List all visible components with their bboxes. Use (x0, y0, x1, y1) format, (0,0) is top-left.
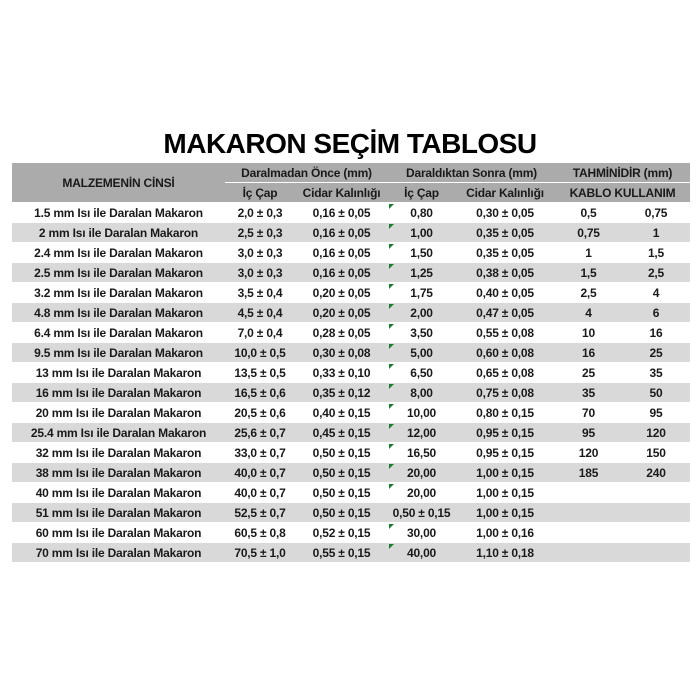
ic-cap-after-cell-text: 0,50 ± 0,15 (392, 505, 451, 520)
cidar-before-cell-text: 0,16 ± 0,05 (312, 265, 371, 280)
material-cell-text: 16 mm Isı ile Daralan Makaron (35, 385, 202, 400)
ic-cap-before-cell (225, 203, 295, 223)
kablo-min-cell (555, 543, 622, 563)
ic-cap-after-cell (388, 403, 455, 423)
material-cell (12, 263, 225, 283)
cidar-after-cell-text: 0,30 ± 0,05 (476, 205, 534, 220)
table-row (12, 363, 690, 383)
material-cell-text: 20 mm Isı ile Daralan Makaron (35, 405, 202, 420)
kablo-min-cell (555, 263, 622, 283)
cidar-before-cell-text: 0,33 ± 0,10 (312, 365, 371, 380)
material-cell (12, 523, 225, 543)
table-row (12, 203, 690, 223)
kablo-min-cell-text: 35 (582, 385, 595, 400)
cidar-before-cell-text: 0,35 ± 0,12 (312, 385, 371, 400)
kablo-min-cell (555, 523, 622, 543)
ic-cap-after-cell (388, 503, 455, 523)
green-corner-flag-icon (389, 444, 394, 449)
header-kablo-kullanim: KABLO KULLANIM (555, 183, 690, 203)
ic-cap-after-cell-text: 1,25 (410, 265, 433, 280)
kablo-max-cell (622, 303, 690, 323)
material-cell-text: 4.8 mm Isı ile Daralan Makaron (34, 305, 203, 320)
ic-cap-before-cell-text: 2,0 ± 0,3 (237, 205, 283, 220)
material-cell (12, 363, 225, 383)
cidar-before-cell-text: 0,16 ± 0,05 (312, 205, 371, 220)
kablo-min-cell (555, 483, 622, 503)
cidar-after-cell (455, 503, 555, 523)
material-cell-text: 51 mm Isı ile Daralan Makaron (35, 505, 202, 520)
ic-cap-before-cell (225, 503, 295, 523)
kablo-max-cell-text: 16 (649, 325, 663, 340)
ic-cap-before-cell-text: 25,6 ± 0,7 (234, 425, 286, 440)
cidar-before-cell-text: 0,55 ± 0,15 (312, 545, 371, 560)
kablo-max-cell (622, 263, 690, 283)
cidar-after-cell-text: 0,38 ± 0,05 (476, 265, 534, 280)
material-cell-text: 3.2 mm Isı ile Daralan Makaron (34, 285, 203, 300)
header-group-before: Daralmadan Önce (mm) (225, 163, 388, 183)
cidar-after-cell-text: 0,35 ± 0,05 (476, 245, 534, 260)
kablo-min-cell-text: 1,5 (580, 265, 597, 280)
header-ic-cap-after: İç Çap (388, 183, 455, 203)
ic-cap-before-cell (225, 223, 295, 243)
ic-cap-after-cell-text: 1,00 (410, 225, 433, 240)
ic-cap-before-cell-text: 60,5 ± 0,8 (234, 525, 286, 540)
cidar-after-cell-text: 1,00 ± 0,15 (476, 485, 534, 500)
cidar-after-cell (455, 223, 555, 243)
green-corner-flag-icon (389, 464, 394, 469)
header-group-after: Daraldıktan Sonra (mm) (388, 163, 555, 183)
cidar-after-cell-text: 1,00 ± 0,15 (476, 505, 534, 520)
kablo-min-cell (555, 243, 622, 263)
ic-cap-before-cell (225, 383, 295, 403)
green-corner-flag-icon (389, 224, 394, 229)
ic-cap-before-cell-text: 3,0 ± 0,3 (237, 245, 283, 260)
kablo-min-cell-text: 2,5 (580, 285, 597, 300)
ic-cap-before-cell-text: 10,0 ± 0,5 (234, 345, 286, 360)
table-row (12, 283, 690, 303)
kablo-max-cell-text: 50 (649, 385, 663, 400)
ic-cap-before-cell (225, 443, 295, 463)
kablo-min-cell (555, 283, 622, 303)
green-corner-flag-icon (389, 264, 394, 269)
kablo-min-cell (555, 363, 622, 383)
ic-cap-after-cell-text: 16,50 (406, 445, 437, 460)
kablo-max-cell (622, 483, 690, 503)
cidar-before-cell (295, 243, 388, 263)
kablo-max-cell-text: 240 (646, 465, 666, 480)
cidar-before-cell (295, 223, 388, 243)
ic-cap-after-cell (388, 543, 455, 563)
material-cell-text: 25.4 mm Isı ile Daralan Makaron (30, 425, 207, 440)
material-cell (12, 283, 225, 303)
ic-cap-before-cell (225, 363, 295, 383)
header-material: MALZEMENİN CİNSİ (12, 163, 225, 203)
ic-cap-after-cell (388, 323, 455, 343)
ic-cap-before-cell (225, 523, 295, 543)
material-cell (12, 343, 225, 363)
material-cell-text: 60 mm Isı ile Daralan Makaron (35, 525, 202, 540)
ic-cap-before-cell (225, 483, 295, 503)
ic-cap-after-cell (388, 343, 455, 363)
ic-cap-after-cell-text: 10,00 (406, 405, 437, 420)
ic-cap-before-cell (225, 243, 295, 263)
cidar-after-cell-text: 0,65 ± 0,08 (476, 365, 534, 380)
ic-cap-before-cell-text: 4,5 ± 0,4 (237, 305, 283, 320)
kablo-min-cell-text: 4 (585, 305, 592, 320)
header-ic-cap-before: İç Çap (225, 183, 295, 203)
table-row (12, 543, 690, 563)
kablo-min-cell (555, 423, 622, 443)
ic-cap-after-cell (388, 463, 455, 483)
ic-cap-before-cell-text: 40,0 ± 0,7 (234, 485, 286, 500)
table-row (12, 503, 690, 523)
material-cell-text: 38 mm Isı ile Daralan Makaron (35, 465, 202, 480)
kablo-max-cell (622, 343, 690, 363)
cidar-before-cell-text: 0,30 ± 0,08 (312, 345, 371, 360)
kablo-min-cell (555, 503, 622, 523)
header-group-estimate: TAHMİNİDİR (mm) (555, 163, 690, 183)
ic-cap-after-cell (388, 363, 455, 383)
cidar-before-cell (295, 423, 388, 443)
green-corner-flag-icon (389, 244, 394, 249)
kablo-min-cell-text: 16 (582, 345, 595, 360)
material-cell (12, 383, 225, 403)
material-cell (12, 463, 225, 483)
kablo-max-cell-text: 95 (649, 405, 663, 420)
cidar-before-cell (295, 323, 388, 343)
cidar-after-cell (455, 263, 555, 283)
header-group-row (12, 163, 690, 183)
table-row (12, 303, 690, 323)
kablo-max-cell (622, 203, 690, 223)
cidar-after-cell (455, 543, 555, 563)
green-corner-flag-icon (389, 424, 394, 429)
material-cell (12, 543, 225, 563)
kablo-max-cell-text: 120 (646, 425, 666, 440)
cidar-before-cell (295, 363, 388, 383)
ic-cap-before-cell-text: 20,5 ± 0,6 (234, 405, 286, 420)
cidar-after-cell (455, 443, 555, 463)
ic-cap-before-cell (225, 423, 295, 443)
kablo-max-cell (622, 383, 690, 403)
kablo-min-cell-text: 70 (582, 405, 595, 420)
cidar-after-cell-text: 1,10 ± 0,18 (476, 545, 534, 560)
cidar-before-cell (295, 503, 388, 523)
ic-cap-after-cell-text: 30,00 (406, 525, 437, 540)
table-body (12, 203, 690, 563)
cidar-before-cell (295, 483, 388, 503)
cidar-after-cell (455, 343, 555, 363)
cidar-after-cell-text: 0,95 ± 0,15 (476, 445, 534, 460)
cidar-after-cell-text: 0,80 ± 0,15 (476, 405, 534, 420)
material-cell (12, 503, 225, 523)
green-corner-flag-icon (389, 404, 394, 409)
material-cell-text: 9.5 mm Isı ile Daralan Makaron (34, 345, 203, 360)
ic-cap-before-cell-text: 16,5 ± 0,6 (234, 385, 286, 400)
cidar-after-cell-text: 0,75 ± 0,08 (476, 385, 534, 400)
material-cell-text: 40 mm Isı ile Daralan Makaron (35, 485, 202, 500)
green-corner-flag-icon (389, 364, 394, 369)
ic-cap-before-cell (225, 283, 295, 303)
material-cell (12, 423, 225, 443)
table-header (12, 163, 690, 203)
cidar-before-cell-text: 0,16 ± 0,05 (312, 245, 371, 260)
ic-cap-before-cell-text: 3,0 ± 0,3 (237, 265, 283, 280)
material-cell (12, 203, 225, 223)
material-cell-text: 2.5 mm Isı ile Daralan Makaron (34, 265, 203, 280)
green-corner-flag-icon (389, 344, 394, 349)
cidar-after-cell-text: 0,40 ± 0,05 (476, 285, 534, 300)
green-corner-flag-icon (389, 304, 394, 309)
cidar-before-cell-text: 0,45 ± 0,15 (312, 425, 371, 440)
ic-cap-after-cell (388, 423, 455, 443)
cidar-after-cell-text: 0,35 ± 0,05 (476, 225, 534, 240)
green-corner-flag-icon (389, 544, 394, 549)
ic-cap-after-cell-text: 2,00 (410, 305, 433, 320)
material-cell (12, 403, 225, 423)
ic-cap-before-cell-text: 7,0 ± 0,4 (237, 325, 283, 340)
table-row (12, 263, 690, 283)
table-row (12, 223, 690, 243)
kablo-max-cell (622, 423, 690, 443)
kablo-max-cell-text: 1 (652, 225, 660, 240)
green-corner-flag-icon (389, 524, 394, 529)
material-cell-text: 2.4 mm Isı ile Daralan Makaron (34, 245, 203, 260)
cidar-before-cell-text: 0,20 ± 0,05 (312, 285, 371, 300)
kablo-max-cell (622, 443, 690, 463)
kablo-min-cell (555, 463, 622, 483)
table-row (12, 323, 690, 343)
ic-cap-after-cell (388, 483, 455, 503)
kablo-min-cell (555, 323, 622, 343)
cidar-after-cell-text: 0,55 ± 0,08 (476, 325, 534, 340)
table-row (12, 483, 690, 503)
cidar-after-cell (455, 203, 555, 223)
cidar-after-cell (455, 323, 555, 343)
ic-cap-after-cell-text: 20,00 (406, 485, 437, 500)
ic-cap-before-cell-text: 40,0 ± 0,7 (234, 465, 286, 480)
ic-cap-after-cell-text: 3,50 (410, 325, 433, 340)
cidar-after-cell (455, 423, 555, 443)
cidar-after-cell (455, 283, 555, 303)
kablo-max-cell (622, 283, 690, 303)
table-row (12, 423, 690, 443)
kablo-max-cell-text: 25 (649, 345, 663, 360)
green-corner-flag-icon (389, 284, 394, 289)
ic-cap-before-cell-text: 3,5 ± 0,4 (237, 285, 283, 300)
cidar-after-cell (455, 383, 555, 403)
ic-cap-after-cell-text: 1,50 (410, 245, 433, 260)
ic-cap-after-cell-text: 12,00 (406, 425, 437, 440)
cidar-after-cell (455, 303, 555, 323)
kablo-min-cell (555, 223, 622, 243)
kablo-min-cell-text: 0,75 (577, 225, 600, 240)
cidar-before-cell (295, 203, 388, 223)
ic-cap-after-cell (388, 283, 455, 303)
kablo-max-cell (622, 363, 690, 383)
cidar-after-cell (455, 243, 555, 263)
ic-cap-after-cell (388, 263, 455, 283)
material-cell-text: 1.5 mm Isı ile Daralan Makaron (34, 205, 203, 220)
ic-cap-after-cell (388, 443, 455, 463)
kablo-min-cell (555, 203, 622, 223)
cidar-before-cell-text: 0,50 ± 0,15 (312, 445, 371, 460)
ic-cap-before-cell (225, 403, 295, 423)
cidar-before-cell-text: 0,50 ± 0,15 (312, 485, 371, 500)
cidar-before-cell-text: 0,28 ± 0,05 (312, 325, 371, 340)
page-title: MAKARON SEÇİM TABLOSU (163, 128, 537, 159)
cidar-before-cell-text: 0,50 ± 0,15 (312, 465, 371, 480)
header-cidar-after: Cidar Kalınlığı (455, 183, 555, 203)
cidar-before-cell-text: 0,16 ± 0,05 (312, 225, 371, 240)
material-cell-text: 6.4 mm Isı ile Daralan Makaron (34, 325, 203, 340)
material-cell (12, 223, 225, 243)
ic-cap-before-cell (225, 303, 295, 323)
material-cell (12, 303, 225, 323)
kablo-max-cell (622, 323, 690, 343)
ic-cap-after-cell (388, 303, 455, 323)
material-cell-text: 70 mm Isı ile Daralan Makaron (35, 545, 202, 560)
green-corner-flag-icon (389, 484, 394, 489)
header-cidar-before: Cidar Kalınlığı (295, 183, 388, 203)
cidar-before-cell (295, 463, 388, 483)
cidar-after-cell-text: 1,00 ± 0,15 (476, 465, 534, 480)
kablo-max-cell-text: 6 (652, 305, 660, 320)
cidar-after-cell (455, 523, 555, 543)
ic-cap-before-cell-text: 33,0 ± 0,7 (234, 445, 286, 460)
green-corner-flag-icon (389, 384, 394, 389)
ic-cap-after-cell-text: 6,50 (410, 365, 433, 380)
ic-cap-after-cell (388, 223, 455, 243)
ic-cap-after-cell-text: 8,00 (410, 385, 433, 400)
ic-cap-before-cell (225, 263, 295, 283)
green-corner-flag-icon (389, 204, 394, 209)
ic-cap-after-cell-text: 0,80 (410, 205, 433, 220)
ic-cap-after-cell-text: 5,00 (410, 345, 433, 360)
kablo-max-cell (622, 503, 690, 523)
cidar-before-cell-text: 0,20 ± 0,05 (312, 305, 371, 320)
cidar-before-cell-text: 0,52 ± 0,15 (312, 525, 371, 540)
makaron-selection-table (12, 163, 690, 563)
cidar-before-cell (295, 343, 388, 363)
ic-cap-after-cell-text: 20,00 (406, 465, 437, 480)
kablo-min-cell (555, 403, 622, 423)
cidar-before-cell (295, 403, 388, 423)
ic-cap-after-cell (388, 203, 455, 223)
material-cell-text: 32 mm Isı ile Daralan Makaron (35, 445, 202, 460)
kablo-max-cell-text: 0,75 (644, 205, 668, 220)
table-row (12, 443, 690, 463)
kablo-max-cell (622, 403, 690, 423)
cidar-after-cell-text: 0,95 ± 0,15 (476, 425, 534, 440)
ic-cap-before-cell (225, 343, 295, 363)
kablo-min-cell-text: 185 (578, 465, 599, 480)
ic-cap-after-cell-text: 40,00 (406, 545, 437, 560)
cidar-after-cell (455, 403, 555, 423)
cidar-after-cell-text: 1,00 ± 0,16 (476, 525, 534, 540)
ic-cap-after-cell (388, 523, 455, 543)
ic-cap-after-cell-text: 1,75 (410, 285, 433, 300)
kablo-min-cell (555, 443, 622, 463)
green-corner-flag-icon (389, 324, 394, 329)
table-row (12, 463, 690, 483)
ic-cap-after-cell (388, 383, 455, 403)
cidar-before-cell (295, 443, 388, 463)
kablo-max-cell-text: 4 (652, 285, 660, 300)
cidar-after-cell (455, 363, 555, 383)
cidar-before-cell (295, 283, 388, 303)
cidar-before-cell (295, 303, 388, 323)
cidar-after-cell (455, 463, 555, 483)
table-row (12, 343, 690, 363)
cidar-after-cell (455, 483, 555, 503)
cidar-before-cell (295, 523, 388, 543)
cidar-before-cell-text: 0,40 ± 0,15 (312, 405, 371, 420)
ic-cap-after-cell (388, 243, 455, 263)
kablo-min-cell-text: 95 (582, 425, 595, 440)
ic-cap-before-cell (225, 323, 295, 343)
cidar-before-cell (295, 383, 388, 403)
kablo-min-cell (555, 383, 622, 403)
cidar-before-cell (295, 543, 388, 563)
ic-cap-before-cell-text: 70,5 ± 1,0 (234, 545, 286, 560)
ic-cap-before-cell (225, 543, 295, 563)
kablo-min-cell-text: 10 (582, 325, 595, 340)
material-cell (12, 243, 225, 263)
table-row (12, 383, 690, 403)
material-cell (12, 483, 225, 503)
cidar-before-cell-text: 0,50 ± 0,15 (312, 505, 371, 520)
material-cell (12, 443, 225, 463)
ic-cap-before-cell-text: 13,5 ± 0,5 (234, 365, 286, 380)
kablo-min-cell (555, 303, 622, 323)
table-row (12, 243, 690, 263)
kablo-min-cell-text: 0,5 (580, 205, 597, 220)
cidar-after-cell-text: 0,47 ± 0,05 (476, 305, 534, 320)
kablo-min-cell-text: 25 (582, 365, 595, 380)
ic-cap-before-cell-text: 2,5 ± 0,3 (237, 225, 283, 240)
kablo-max-cell (622, 463, 690, 483)
kablo-min-cell-text: 1 (585, 245, 592, 260)
kablo-max-cell (622, 523, 690, 543)
table-row (12, 523, 690, 543)
table-row (12, 403, 690, 423)
material-cell (12, 323, 225, 343)
kablo-min-cell-text: 120 (578, 445, 599, 460)
ic-cap-before-cell (225, 463, 295, 483)
ic-cap-before-cell-text: 52,5 ± 0,7 (234, 505, 286, 520)
kablo-max-cell (622, 543, 690, 563)
kablo-max-cell-text: 1,5 (647, 245, 665, 260)
cidar-before-cell (295, 263, 388, 283)
kablo-max-cell (622, 223, 690, 243)
kablo-max-cell-text: 150 (646, 445, 666, 460)
kablo-max-cell-text: 35 (649, 365, 663, 380)
kablo-max-cell-text: 2,5 (647, 265, 665, 280)
cidar-after-cell-text: 0,60 ± 0,08 (476, 345, 534, 360)
material-cell-text: 2 mm Isı ile Daralan Makaron (38, 225, 199, 240)
material-cell-text: 13 mm Isı ile Daralan Makaron (35, 365, 202, 380)
kablo-max-cell (622, 243, 690, 263)
kablo-min-cell (555, 343, 622, 363)
